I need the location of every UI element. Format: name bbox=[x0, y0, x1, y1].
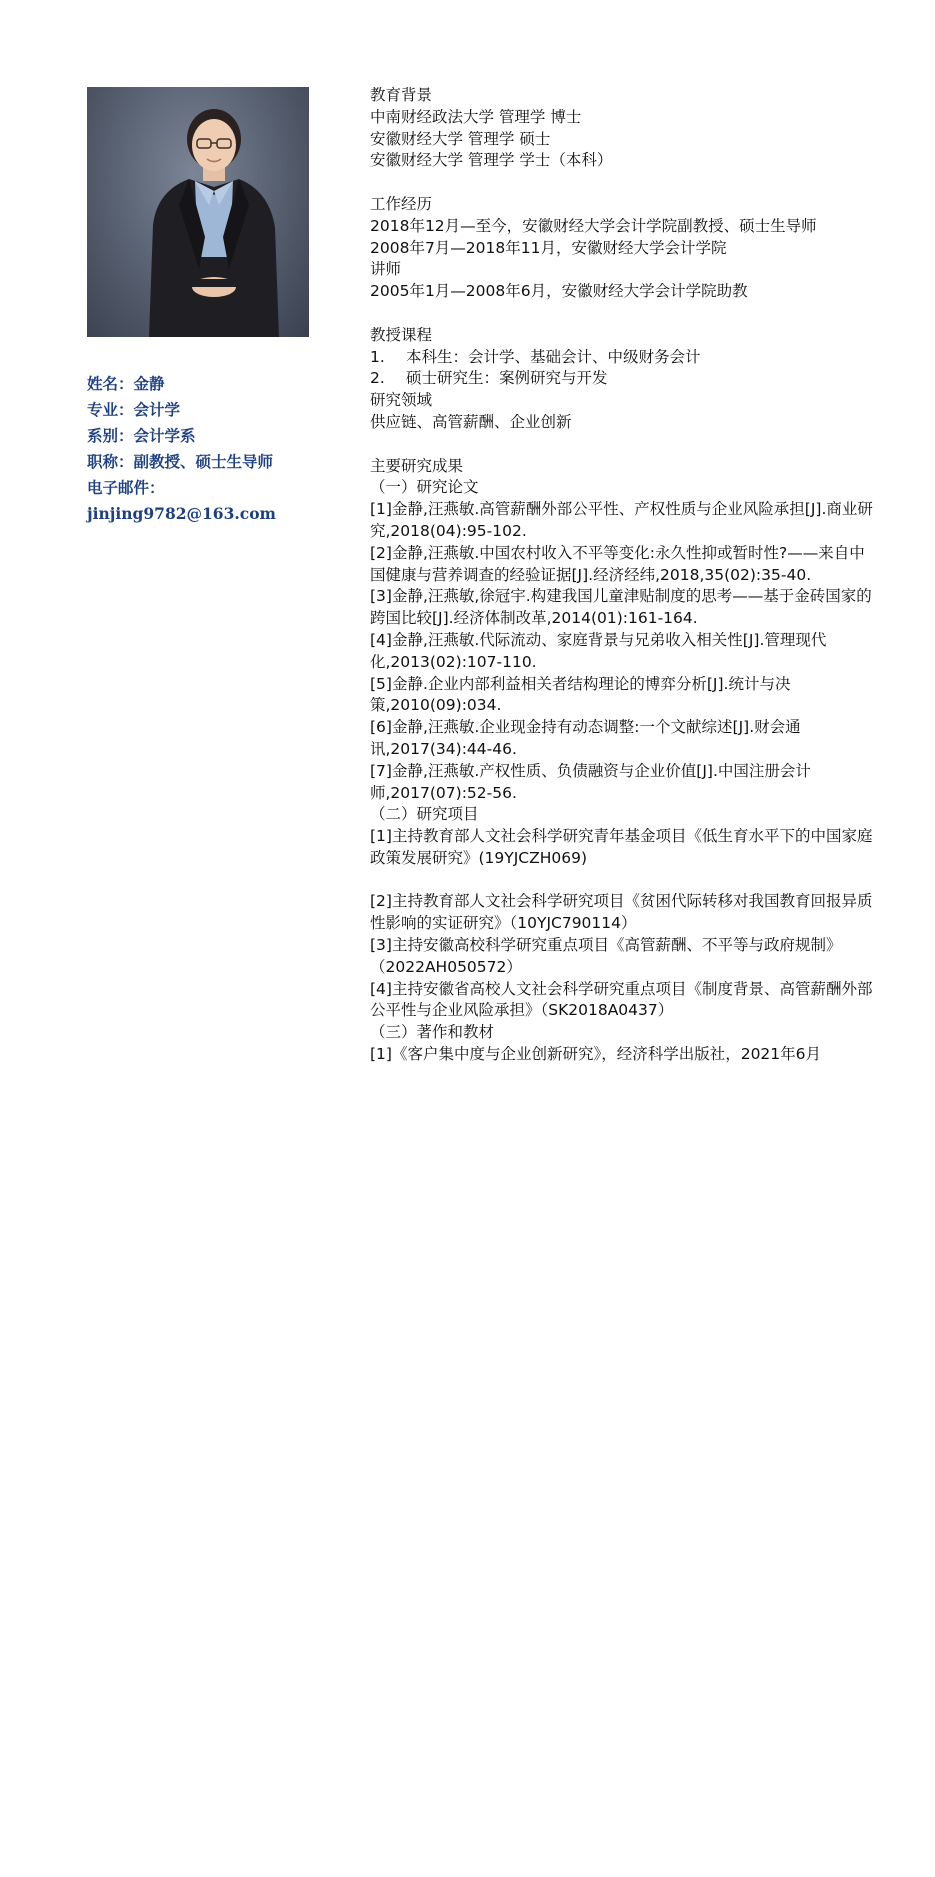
books-heading: （三）著作和教材 bbox=[370, 1023, 495, 1042]
profile-email-label: 电子邮件： bbox=[87, 478, 165, 497]
work-item: 2005年1月—2008年6月，安徽财经大学会计学院助教 bbox=[370, 282, 748, 301]
title-label: 职称： bbox=[87, 452, 134, 471]
section-spacer bbox=[370, 434, 880, 456]
project-item: [1]主持教育部人文社会科学研究青年基金项目《低生育水平下的中国家庭政策发展研究》(19YJCZH069) bbox=[370, 827, 873, 867]
education-item: 安徽财经大学 管理学 学士（本科） bbox=[370, 151, 613, 170]
project-item: [4]主持安徽省高校人文社会科学研究重点项目《制度背景、高管薪酬外部公平性与企业风险承担》（SK2018A0437） bbox=[370, 979, 873, 1020]
course-number: 1. bbox=[370, 347, 385, 366]
resume-content bbox=[370, 85, 880, 1066]
profile-title-row bbox=[87, 449, 312, 475]
work-item: 讲师 bbox=[370, 260, 402, 279]
course-text: 本科生：会计学、基础会计、中级财务会计 bbox=[406, 347, 701, 366]
work-item: 2018年12月—至今，安徽财经大学会计学院副教授、硕士生导师 bbox=[370, 216, 817, 235]
paper-item: [1]金静,汪燕敏.高管薪酬外部公平性、产权性质与企业风险承担[J].商业研究,2018(04):95-102. bbox=[370, 500, 873, 540]
paper-item: [5]金静.企业内部利益相关者结构理论的博弈分析[J].统计与决策,2010(09):034. bbox=[370, 674, 791, 715]
education-item: 中南财经政法大学 管理学 博士 bbox=[370, 107, 582, 126]
research-field-text: 供应链、高管薪酬、企业创新 bbox=[370, 412, 572, 431]
profile-major-row bbox=[87, 397, 312, 423]
paper-item: [6]金静,汪燕敏.企业现金持有动态调整:一个文献综述[J].财会通讯,2017(34):44-46. bbox=[370, 718, 801, 758]
paper-item: [7]金静,汪燕敏.产权性质、负债融资与企业价值[J].中国注册会计师,2017(07):52-56. bbox=[370, 761, 811, 802]
paper-item: [3]金静,汪燕敏,徐冠宇.构建我国儿童津贴制度的思考——基于金砖国家的跨国比较[J].经济体制改革,2014(01):161-164. bbox=[370, 587, 872, 628]
work-heading: 工作经历 bbox=[370, 194, 433, 213]
department-value: 会计学系 bbox=[133, 426, 196, 445]
education-item: 安徽财经大学 管理学 硕士 bbox=[370, 129, 551, 148]
project-item: [2]主持教育部人文社会科学研究项目《贫困代际转移对我国教育回报异质性影响的实证研究》（10YJC790114） bbox=[370, 892, 873, 933]
courses-heading: 教授课程 bbox=[370, 325, 433, 344]
name-label: 姓名： bbox=[87, 374, 134, 393]
course-item bbox=[370, 368, 880, 390]
course-number: 2. bbox=[370, 369, 385, 388]
book-item: [1]《客户集中度与企业创新研究》，经济科学出版社，2021年6月 bbox=[370, 1045, 822, 1064]
major-label: 专业： bbox=[87, 400, 134, 419]
course-item bbox=[370, 347, 880, 369]
section-spacer bbox=[370, 870, 880, 892]
research-field-heading: 研究领域 bbox=[370, 391, 433, 410]
papers-heading: （一）研究论文 bbox=[370, 478, 479, 497]
profile-department-row bbox=[87, 423, 312, 449]
achievements-heading: 主要研究成果 bbox=[370, 456, 464, 475]
work-item: 2008年7月—2018年11月，安徽财经大学会计学院 bbox=[370, 238, 727, 257]
course-text: 硕士研究生：案例研究与开发 bbox=[406, 369, 608, 388]
paper-item: [4]金静,汪燕敏.代际流动、家庭背景与兄弟收入相关性[J].管理现代化,2013(02):107-110. bbox=[370, 630, 827, 671]
education-heading: 教育背景 bbox=[370, 86, 433, 104]
title-value: 副教授、硕士生导师 bbox=[133, 452, 274, 471]
section-spacer bbox=[370, 303, 880, 325]
name-value: 金静 bbox=[133, 374, 165, 393]
profile-photo bbox=[87, 87, 309, 337]
section-spacer bbox=[370, 172, 880, 194]
profile-info bbox=[87, 371, 312, 527]
projects-heading: （二）研究项目 bbox=[370, 805, 479, 824]
profile-email-value: jinjing9782@163.com bbox=[87, 504, 276, 523]
major-value: 会计学 bbox=[133, 400, 181, 419]
profile-name-row bbox=[87, 371, 312, 397]
department-label: 系别： bbox=[87, 426, 134, 445]
project-item: [3]主持安徽高校科学研究重点项目《高管薪酬、不平等与政府规制》（2022AH050572） bbox=[370, 936, 842, 976]
profile-column bbox=[87, 87, 312, 527]
paper-item: [2]金静,汪燕敏.中国农村收入不平等变化:永久性抑或暂时性?——来自中国健康与营养调查的经验证据[J].经济经纬,2018,35(02):35-40. bbox=[370, 543, 865, 584]
